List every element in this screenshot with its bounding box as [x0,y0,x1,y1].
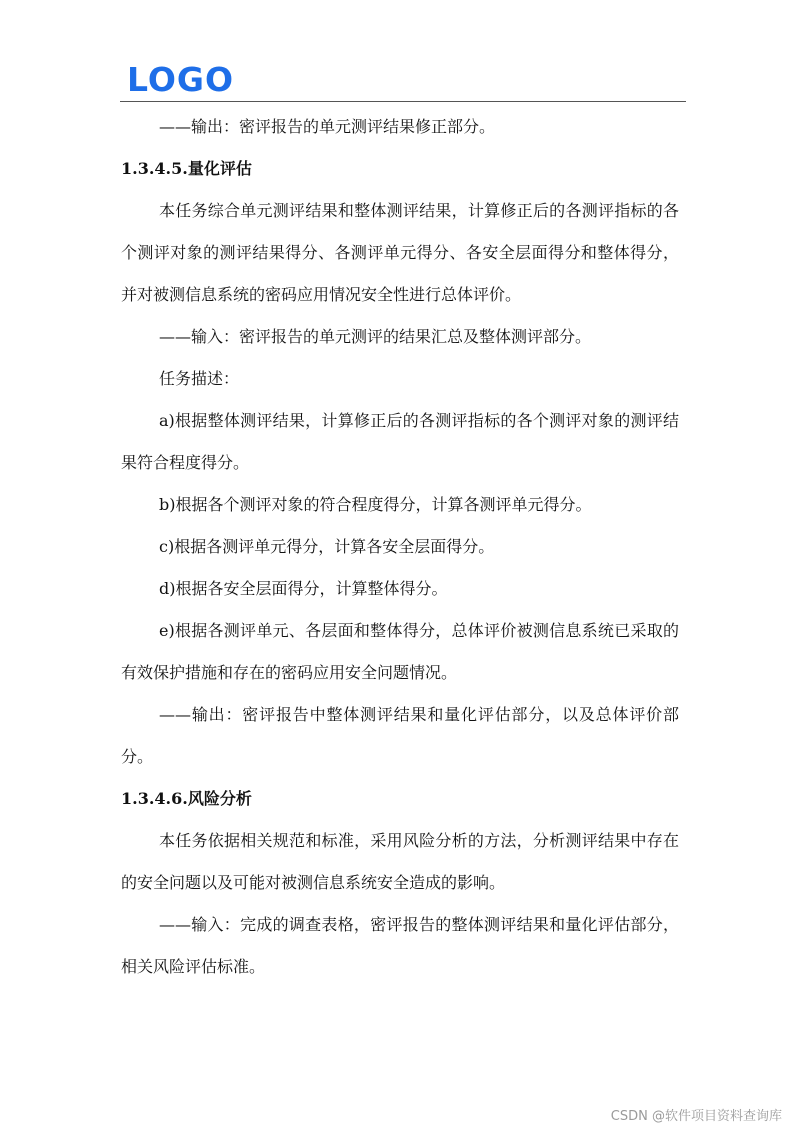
csdn-watermark: CSDN @软件项目资料查询库 [610,1109,782,1124]
paragraph: 本任务综合单元测评结果和整体测评结果，计算修正后的各测评指标的各个测评对象的测评结果得分、各测评单元得分、各安全层面得分和整体得分，并对被测信息系统的密码应用情况安全性进行总体评价。 [121,201,679,304]
task-description-label: 任务描述： [159,369,240,388]
section-heading-risk-analysis: 1.3.4.6.风险分析 [121,789,252,808]
logo: LOGO [127,60,235,99]
list-item-c: c)根据各测评单元得分，计算各安全层面得分。 [159,537,495,556]
output-line: ——输出：密评报告中整体测评结果和量化评估部分，以及总体评价部分。 [121,705,679,766]
input-line: ——输入：密评报告的单元测评的结果汇总及整体测评部分。 [159,327,592,346]
list-item-a: a)根据整体测评结果，计算修正后的各测评指标的各个测评对象的测评结果符合程度得分。 [121,411,679,472]
section-heading-quantitative-evaluation: 1.3.4.5.量化评估 [121,159,252,178]
list-item-d: d)根据各安全层面得分，计算整体得分。 [159,579,448,598]
output-line: ——输出：密评报告的单元测评结果修正部分。 [159,117,496,136]
paragraph: 本任务依据相关规范和标准，采用风险分析的方法，分析测评结果中存在的安全问题以及可能对被测信息系统安全造成的影响。 [121,831,679,892]
header-divider [120,101,686,102]
input-line: ——输入：完成的调查表格，密评报告的整体测评结果和量化评估部分，相关风险评估标准。 [121,915,679,976]
document-body [121,106,679,988]
list-item-b: b)根据各个测评对象的符合程度得分，计算各测评单元得分。 [159,495,592,514]
list-item-e: e)根据各测评单元、各层面和整体得分，总体评价被测信息系统已采取的有效保护措施和存在的密码应用安全问题情况。 [121,621,679,682]
